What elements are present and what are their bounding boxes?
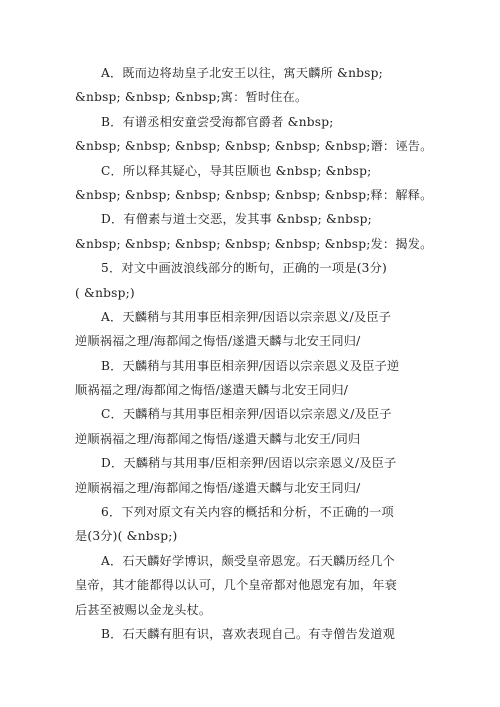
text-line: B．天麟稍与其用事臣相亲狎/因语以宗亲恩义及臣子逆 bbox=[101, 358, 400, 373]
text-line: 逆顺祸福之理/海都闻之悔悟/遂遣天麟与北安王同归/ bbox=[75, 334, 361, 349]
text-line: A．石天麟好学博识，颇受皇帝恩宠。石天麟历经几个 bbox=[101, 553, 395, 568]
text-line: A．既而边将劫皇子北安王以往，寓天麟所 &nbsp; bbox=[101, 66, 383, 80]
text-line: 逆顺祸福之理/海都闻之悔悟/遂遣天麟与北安王同归/ bbox=[75, 480, 361, 495]
text-line: A．天麟稍与其用事臣相亲狎/因语以宗亲恩义/及臣子 bbox=[101, 309, 392, 324]
text-line: 6．下列对原文有关内容的概括和分析，不正确的一项 bbox=[101, 505, 394, 520]
text-line: &nbsp; &nbsp; &nbsp;寓：暂时住在。 bbox=[75, 90, 308, 105]
text-line: B．石天麟有胆有识，喜欢表现自己。有寺僧告发道观 bbox=[101, 626, 396, 641]
text-line: 后甚至被赐以金龙头杖。 bbox=[75, 602, 212, 617]
text-line: C．所以释其疑心，导其臣顺也 &nbsp; &nbsp; bbox=[101, 163, 372, 178]
text-line: &nbsp; &nbsp; &nbsp; &nbsp; &nbsp; &nbsp;谮：诬告。 bbox=[75, 139, 433, 154]
text-line: B．有谱丞相安童尝受海都官爵者 &nbsp; bbox=[101, 114, 334, 129]
text-line: D．天麟稍与其用事/臣相亲狎/因语以宗亲恩义/及臣子 bbox=[101, 456, 397, 471]
text-line: D．有僧素与道士交恶，发其事 &nbsp; &nbsp; bbox=[101, 212, 372, 227]
text-line: &nbsp; &nbsp; &nbsp; &nbsp; &nbsp; &nbsp;释：解释。 bbox=[75, 187, 433, 202]
text-line: ( &nbsp;) bbox=[75, 285, 135, 300]
text-line: 是(3分)( &nbsp;) bbox=[75, 529, 178, 544]
document-body bbox=[75, 61, 433, 646]
text-line: &nbsp; &nbsp; &nbsp; &nbsp; &nbsp; &nbsp;发：揭发。 bbox=[75, 236, 433, 251]
text-line: 顺祸福之理/海都闻之悔悟/遂遣天麟与北安王同归/ bbox=[75, 383, 349, 398]
text-line: C．天麟稍与其用事臣相亲狎/因语以宗亲恩义/及臣子 bbox=[101, 407, 392, 422]
text-line: 5．对文中画波浪线部分的断句，正确的一项是(3分) bbox=[101, 261, 387, 276]
text-line: 逆顺祸福之理/海都闻之悔悟/遂遣天麟与北安王/同归 bbox=[75, 431, 361, 446]
text-line: 皇帝，其才能都得以认可，几个皇帝都对他恩宠有加，年衰 bbox=[75, 578, 398, 593]
